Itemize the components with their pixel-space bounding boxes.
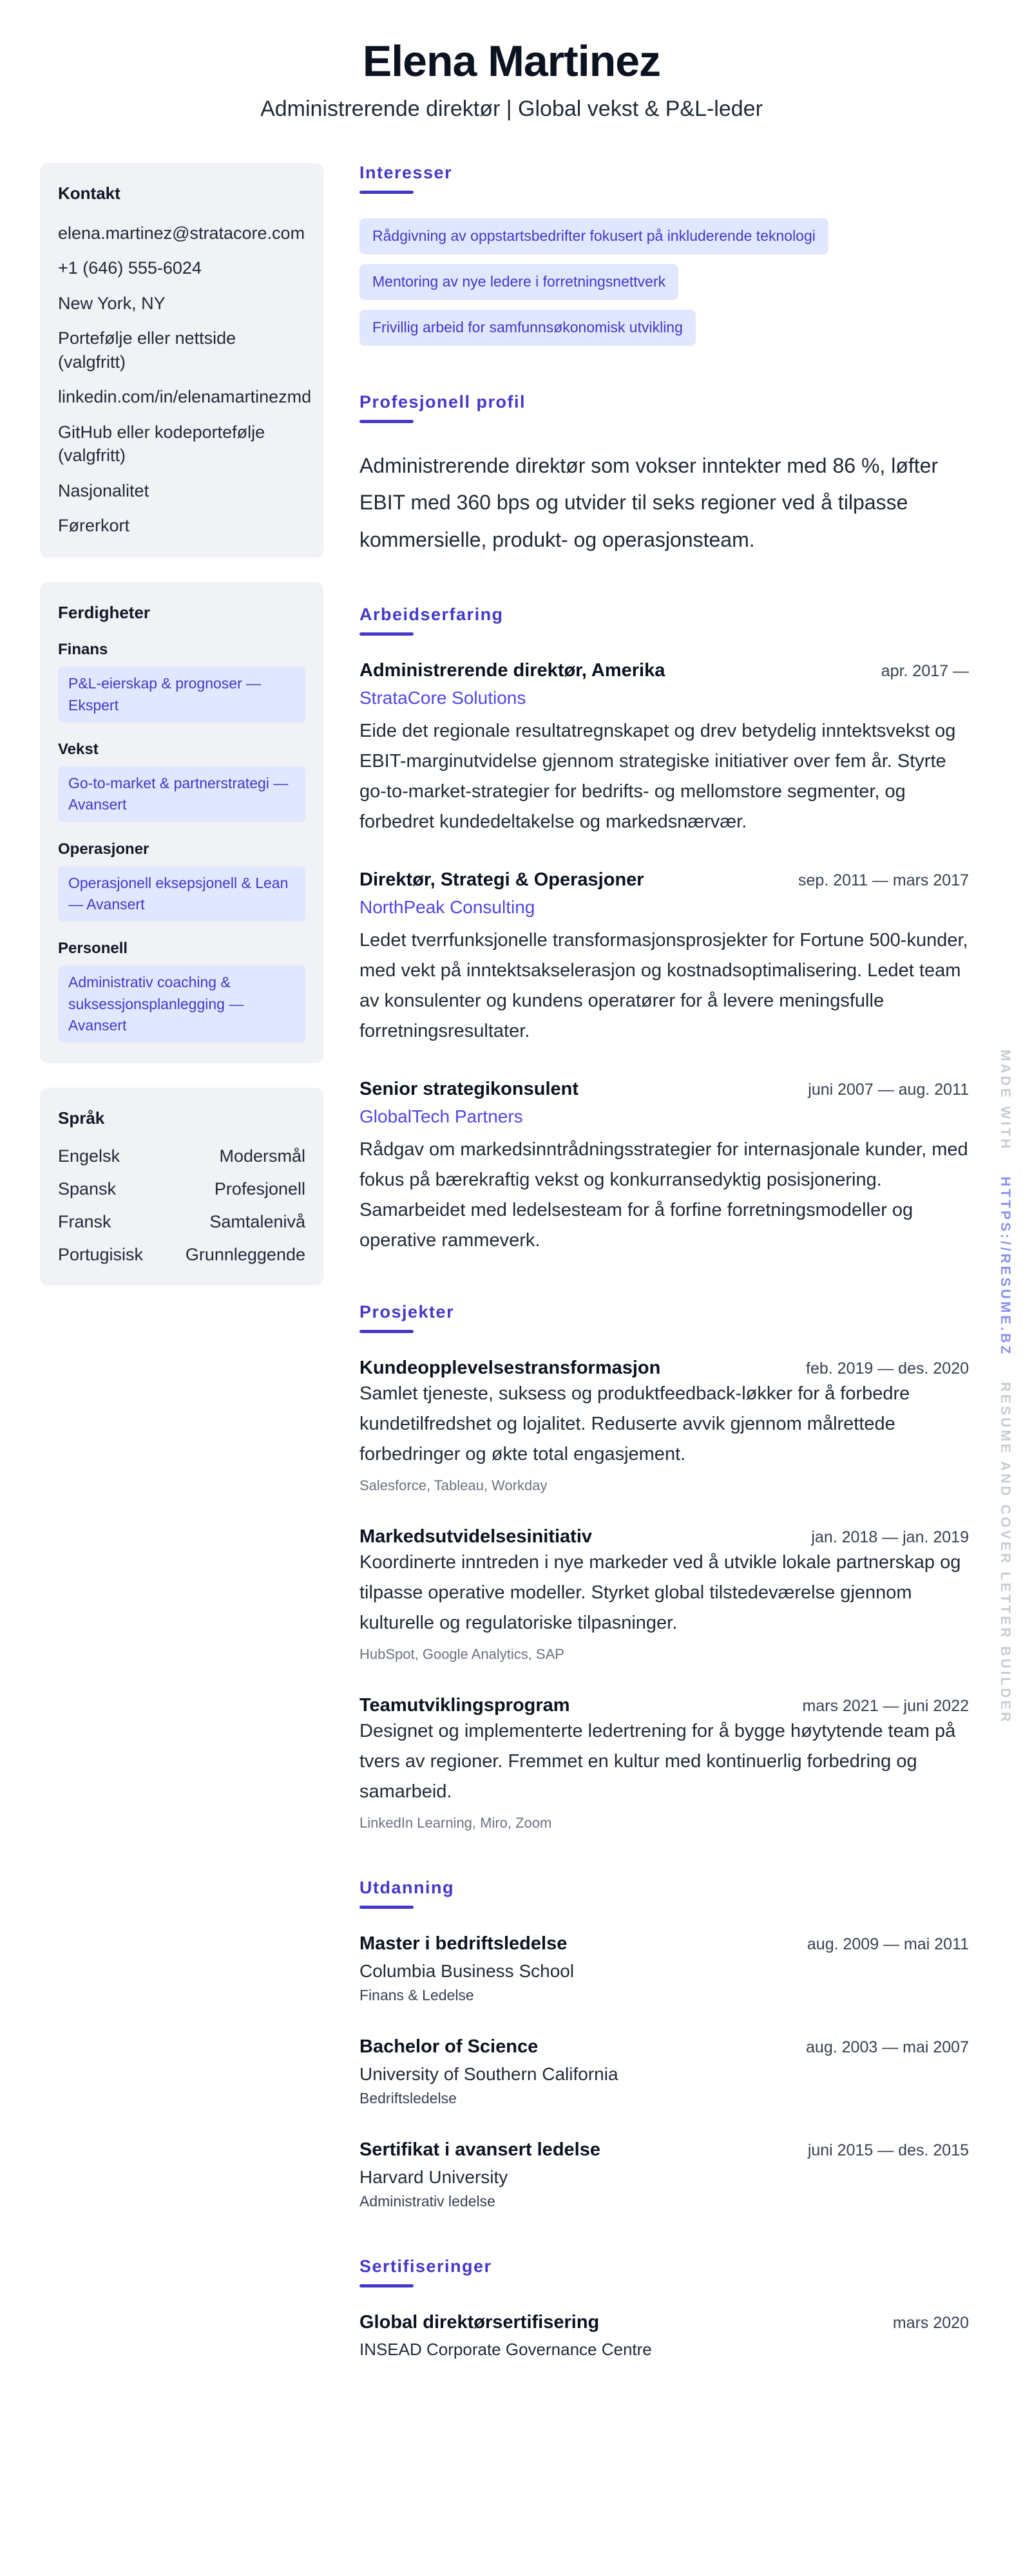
profile-title: Profesjonell profil	[359, 392, 526, 412]
language-level: Profesjonell	[214, 1179, 305, 1199]
experience-entry	[359, 869, 969, 1046]
section-title-rule	[359, 2284, 414, 2287]
project-dates: mars 2021 — juni 2022	[802, 1696, 969, 1715]
degree-title: Sertifikat i avansert ledelse	[359, 2139, 600, 2160]
candidate-title: Administrerende direktør | Global vekst & P&L-leder	[260, 97, 763, 121]
language-name: Portugisisk	[58, 1245, 144, 1265]
watermark-made-with: MADE WITH	[998, 1050, 1013, 1151]
contact-linkedin: linkedin.com/in/elenamartinezmd	[58, 387, 312, 407]
skill-category: Personell	[58, 940, 128, 958]
skill-category: Operasjoner	[58, 840, 149, 858]
language-row	[58, 1245, 305, 1265]
education-dates: aug. 2003 — mai 2007	[806, 2038, 969, 2056]
contact-nationality: Nasjonalitet	[58, 480, 149, 500]
section-certifications	[359, 2257, 969, 2360]
skill-group	[58, 940, 305, 1043]
school-name: University of Southern California	[359, 2063, 618, 2084]
job-title: Senior strategikonsulent	[359, 1079, 579, 1100]
project-description: Samlet tjeneste, suksess og produktfeedback-løkker for å forbedre kundetilfredshet og lojalitet. Reduserte avvik gjennom målrettede forbedringer og økte total engasjement.	[359, 1383, 910, 1465]
contact-title: Kontakt	[58, 184, 120, 203]
contact-drivers-license: Førerkort	[58, 515, 129, 535]
skill-pill: Administrativ coaching & suksessjonsplanlegging — Avansert	[58, 965, 305, 1043]
interests-title: Interesser	[359, 163, 453, 182]
skill-pill: Go-to-market & partnerstrategi — Avansert	[58, 766, 305, 822]
contact-box	[40, 163, 323, 558]
candidate-name: Elena Martinez	[362, 37, 661, 86]
section-profile	[359, 392, 969, 559]
project-entry	[359, 1695, 969, 1832]
education-dates: juni 2015 — des. 2015	[807, 2141, 969, 2159]
project-description: Designet og implementerte ledertrening for å bygge høytytende team på tvers av regioner. Fremmet en kultur med kontinuerlig forbedring og samarbeid.	[359, 1720, 956, 1802]
contact-github: GitHub eller kodeportefølje (valgfritt)	[58, 422, 265, 466]
project-entry	[359, 1526, 969, 1663]
language-name: Spansk	[58, 1179, 117, 1199]
section-title-rule	[359, 191, 414, 194]
entry-head	[359, 660, 969, 681]
skills-box	[40, 582, 323, 1063]
project-dates: feb. 2019 — des. 2020	[806, 1359, 969, 1378]
certification-entry	[359, 2312, 969, 2360]
sidebar	[40, 163, 323, 1285]
project-title: Teamutviklingsprogram	[359, 1694, 570, 1716]
experience-entry	[359, 660, 969, 837]
job-dates: apr. 2017 —	[881, 662, 969, 681]
entry-head	[359, 2036, 969, 2058]
section-title-rule	[359, 420, 414, 423]
section-experience	[359, 605, 969, 1256]
language-level: Grunnleggende	[185, 1245, 305, 1265]
experience-entry	[359, 1079, 969, 1256]
projects-title: Prosjekter	[359, 1302, 455, 1322]
entry-head	[359, 1933, 969, 1955]
certifications-title: Sertifiseringer	[359, 2256, 492, 2276]
school-name: Columbia Business School	[359, 1960, 575, 1981]
degree-title: Master i bedriftsledelse	[359, 1933, 568, 1954]
contact-location: New York, NY	[58, 293, 166, 313]
section-education	[359, 1878, 969, 2210]
school-name: Harvard University	[359, 2166, 508, 2187]
job-description: Ledet tverrfunksjonelle transformasjonsprosjekter for Fortune 500-kunder, med vekt på inntektsakselerasjon og kostnadsoptimalisering. Ledet team av konsulenter og kundens operatører for å levere meningsfulle forretningsresultater.	[359, 930, 968, 1042]
project-title: Kundeopplevelsestransformasjon	[359, 1358, 661, 1379]
languages-box	[40, 1088, 323, 1285]
company-link[interactable]: GlobalTech Partners	[359, 1106, 523, 1127]
resume-header	[0, 0, 1023, 122]
entry-head	[359, 1358, 969, 1379]
section-title-rule	[359, 1330, 414, 1333]
interest-pill: Mentoring av nye ledere i forretningsnettverk	[359, 264, 678, 300]
job-dates: sep. 2011 — mars 2017	[798, 871, 969, 890]
certification-issuer: INSEAD Corporate Governance Centre	[359, 2339, 652, 2359]
project-entry	[359, 1358, 969, 1494]
section-title-rule	[359, 632, 414, 636]
education-detail: Bedriftsledelse	[359, 2089, 457, 2107]
education-title: Utdanning	[359, 1877, 454, 1897]
entry-head	[359, 2139, 969, 2161]
language-row	[58, 1146, 305, 1166]
profile-summary: Administrerende direktør som vokser inntekter med 86 %, løfter EBIT med 360 bps og utvider til seks regioner ved å tilpasse kommersielle, produkt- og operasjonsteam.	[359, 453, 939, 551]
contact-phone: +1 (646) 555-6024	[58, 258, 202, 278]
section-projects	[359, 1302, 969, 1832]
skills-title: Ferdigheter	[58, 603, 151, 623]
section-title-rule	[359, 1906, 414, 1909]
language-level: Modersmål	[219, 1146, 305, 1166]
contact-website: Portefølje eller nettside (valgfritt)	[58, 328, 236, 372]
education-detail: Administrativ ledelse	[359, 2192, 495, 2210]
skill-category: Vekst	[58, 741, 99, 759]
education-entry	[359, 1933, 969, 2004]
job-description: Rådgav om markedsinntrådningsstrategier for internasjonale kunder, med fokus på bærekraftig vekst og konkurransedyktig posisjonering. Samarbeidet med ledelsesteam for å forfine forretningsmodeller og operative rammeverk.	[359, 1139, 968, 1251]
job-dates: juni 2007 — aug. 2011	[808, 1081, 969, 1099]
skill-category: Finans	[58, 641, 108, 659]
watermark-url-link[interactable]: HTTPS://RESUME.BZ	[998, 1177, 1013, 1357]
skill-pill: P&L-eierskap & prognoser — Ekspert	[58, 667, 305, 723]
interest-pill: Rådgivning av oppstartsbedrifter fokusert på inkluderende teknologi	[359, 218, 828, 254]
certification-title: Global direktørsertifisering	[359, 2311, 600, 2333]
project-tech-stack: HubSpot, Google Analytics, SAP	[359, 1645, 564, 1662]
watermark-tagline: RESUME AND COVER LETTER BUILDER	[998, 1382, 1013, 1725]
languages-title: Språk	[58, 1108, 105, 1128]
language-level: Samtalenivå	[209, 1212, 305, 1232]
project-description: Koordinerte inntreden i nye markeder ved å utvikle lokale partnerskap og tilpasse operative modeller. Styrket global tilstedeværelse gjennom kulturelle og regulatoriske tilpasninger.	[359, 1551, 961, 1633]
skill-group	[58, 840, 305, 922]
language-name: Fransk	[58, 1212, 111, 1232]
skill-group	[58, 741, 305, 822]
job-title: Administrerende direktør, Amerika	[359, 660, 665, 681]
education-dates: aug. 2009 — mai 2011	[807, 1935, 969, 1953]
watermark	[997, 1050, 1013, 1744]
entry-head	[359, 1695, 969, 1716]
job-title: Direktør, Strategi & Operasjoner	[359, 869, 644, 891]
job-description: Eide det regionale resultatregnskapet og drev betydelig inntektsvekst og EBIT-marginutvidelse gjennom strategiske initiativer over fem år. Styrte go-to-market-strategier for bedrifts- og mellomstore segmenter, og forbedret kundedeltakelse og markedsnærvær.	[359, 721, 956, 833]
language-name: Engelsk	[58, 1146, 120, 1166]
skill-group	[58, 641, 305, 723]
resume-body	[0, 122, 1023, 2406]
contact-email: elena.martinez@stratacore.com	[58, 223, 305, 243]
project-dates: jan. 2018 — jan. 2019	[811, 1528, 969, 1546]
degree-title: Bachelor of Science	[359, 2036, 539, 2057]
experience-title: Arbeidserfaring	[359, 605, 504, 625]
project-tech-stack: Salesforce, Tableau, Workday	[359, 1477, 548, 1493]
section-interests	[359, 163, 969, 346]
entry-head	[359, 869, 969, 891]
certification-date: mars 2020	[892, 2313, 969, 2332]
education-detail: Finans & Ledelse	[359, 1986, 474, 2003]
skill-pill: Operasjonell eksepsjonell & Lean — Avansert	[58, 866, 305, 922]
company-link[interactable]: StrataCore Solutions	[359, 688, 526, 708]
project-title: Markedsutvidelsesinitiativ	[359, 1526, 593, 1547]
language-row	[58, 1212, 305, 1232]
company-link[interactable]: NorthPeak Consulting	[359, 897, 535, 918]
entry-head	[359, 2312, 969, 2333]
entry-head	[359, 1526, 969, 1548]
entry-head	[359, 1079, 969, 1100]
interest-pill: Frivillig arbeid for samfunnsøkonomisk utvikling	[359, 310, 696, 346]
language-row	[58, 1179, 305, 1199]
education-entry	[359, 2036, 969, 2107]
main-column	[359, 163, 969, 2406]
project-tech-stack: LinkedIn Learning, Miro, Zoom	[359, 1814, 552, 1831]
education-entry	[359, 2139, 969, 2210]
